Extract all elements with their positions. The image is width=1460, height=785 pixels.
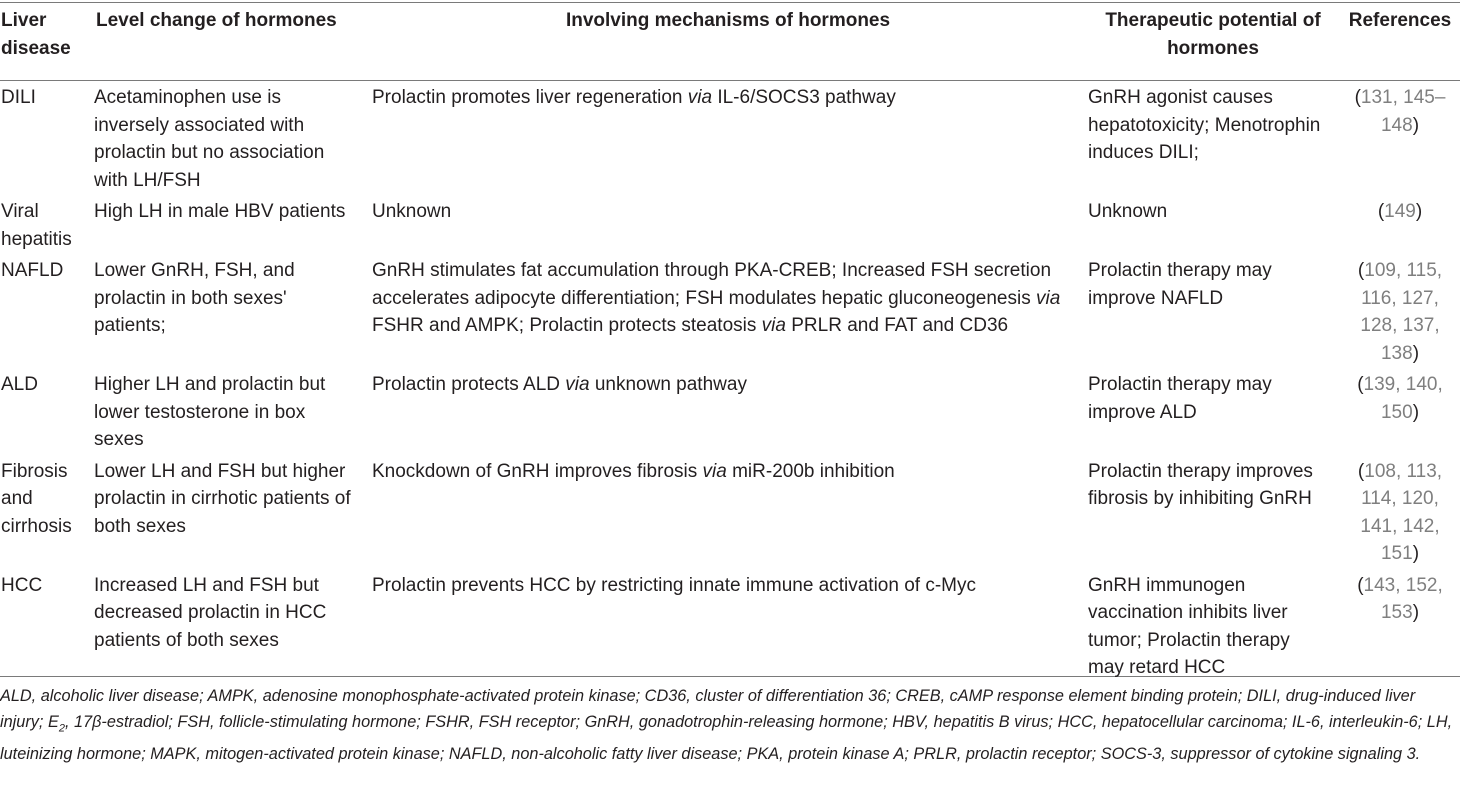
table-row bbox=[0, 568, 1460, 682]
reference-link[interactable]: 149 bbox=[1384, 201, 1416, 222]
reference-link[interactable]: 131, 145–148 bbox=[1360, 87, 1446, 136]
reference-link[interactable]: 108, 113, 114, 120, 141, 142, 151 bbox=[1360, 460, 1443, 564]
cell-level-change: Higher LH and prolactin but lower testosterone in box sexes bbox=[94, 374, 326, 450]
cell-disease: DILI bbox=[1, 87, 36, 108]
header-level-change: Level change of hormones bbox=[96, 10, 337, 31]
table-row bbox=[0, 80, 1460, 194]
table-footnote: ALD, alcoholic liver disease; AMPK, adenosine monophosphate-activated protein kinase; CD36, cluster of differentiation 36; CREB, cAMP response element binding protein; DILI, drug-induced liver injury; $E_2$, 17β-estradiol; FSH, follicle-stimulating hormone; FSHR, FSH receptor; GnRH, gonadotrophin-releasing hormone; HBV, hepatitis B virus; HCC, hepatocellular carcinoma; IL-6, interleukin-6; LH, luteinizing hormone; MAPK, mitogen-activated protein kinase; NAFLD, non-alcoholic fatty liver disease; PKA, protein kinase A; PRLR, prolactin receptor; SOCS-3, suppressor of cytokine signaling 3. bbox=[0, 687, 1453, 764]
cell-references[interactable]: (139, 140, 150) bbox=[1357, 374, 1443, 423]
cell-therapeutic: Prolactin therapy may improve NAFLD bbox=[1088, 260, 1272, 309]
cell-disease: ALD bbox=[1, 374, 38, 395]
cell-mechanism: Prolactin protects ALD via unknown pathway bbox=[372, 374, 747, 395]
cell-therapeutic: Unknown bbox=[1088, 201, 1168, 222]
cell-therapeutic: Prolactin therapy may improve ALD bbox=[1088, 374, 1272, 423]
cell-references[interactable]: (108, 113, 114, 120, 141, 142, 151) bbox=[1357, 460, 1443, 564]
cell-level-change: Acetaminophen use is inversely associated with prolactin but no association with LH/FSH bbox=[94, 87, 325, 191]
cell-disease: NAFLD bbox=[1, 260, 64, 281]
cell-level-change: High LH in male HBV patients bbox=[94, 201, 346, 222]
cell-mechanism: Knockdown of GnRH improves fibrosis via miR-200b inhibition bbox=[372, 460, 895, 482]
cell-mechanism: Prolactin prevents HCC by restricting innate immune activation of c-Myc bbox=[372, 574, 977, 596]
cell-therapeutic: GnRH immunogen vaccination inhibits liver tumor; Prolactin therapy may retard HCC bbox=[1088, 574, 1290, 678]
cell-references[interactable]: (143, 152, 153) bbox=[1357, 574, 1443, 623]
table-row bbox=[0, 253, 1460, 367]
cell-mechanism: Unknown bbox=[372, 201, 452, 222]
table-row bbox=[0, 454, 1460, 568]
header-references: References bbox=[1348, 10, 1452, 31]
header-therapeutic: Therapeutic potential of hormones bbox=[1105, 10, 1321, 59]
cell-mechanism: GnRH stimulates fat accumulation through PKA-CREB; Increased FSH secretion accelerates adipocyte differentiation; FSH modulates hepatic gluconeogenesis via FSHR and AMPK; Prolactin protects steatosis via PRLR and FAT and CD36 bbox=[372, 260, 1061, 336]
reference-link[interactable]: 139, 140, 150 bbox=[1363, 374, 1443, 423]
cell-level-change: Lower LH and FSH but higher prolactin in cirrhotic patients of both sexes bbox=[94, 460, 351, 537]
cell-mechanism: Prolactin promotes liver regeneration via IL-6/SOCS3 pathway bbox=[372, 87, 896, 108]
header-row bbox=[0, 7, 1460, 80]
hormone-liver-table bbox=[0, 7, 1460, 682]
cell-therapeutic: Prolactin therapy improves fibrosis by inhibiting GnRH bbox=[1088, 460, 1313, 509]
cell-disease: Fibrosis and cirrhosis bbox=[1, 460, 72, 537]
cell-references[interactable]: (109, 115, 116, 127, 128, 137, 138) bbox=[1357, 260, 1443, 364]
reference-link[interactable]: 109, 115, 116, 127, 128, 137, 138 bbox=[1360, 260, 1443, 364]
cell-level-change: Lower GnRH, FSH, and prolactin in both sexes' patients; bbox=[94, 260, 295, 336]
reference-link[interactable]: 143, 152, 153 bbox=[1363, 574, 1443, 623]
table-row bbox=[0, 194, 1460, 253]
cell-references[interactable]: (131, 145–148) bbox=[1354, 87, 1446, 136]
top-rule bbox=[0, 2, 1460, 3]
cell-therapeutic: GnRH agonist causes hepatotoxicity; Menotrophin induces DILI; bbox=[1088, 87, 1321, 163]
header-mechanisms: Involving mechanisms of hormones bbox=[565, 10, 891, 31]
cell-disease: HCC bbox=[1, 574, 43, 596]
cell-disease: Viral hepatitis bbox=[1, 201, 72, 250]
header-liver-disease: Liver disease bbox=[1, 10, 71, 59]
cell-references[interactable]: (149) bbox=[1377, 201, 1423, 222]
table-row bbox=[0, 367, 1460, 454]
cell-level-change: Increased LH and FSH but decreased prolactin in HCC patients of both sexes bbox=[94, 574, 327, 651]
